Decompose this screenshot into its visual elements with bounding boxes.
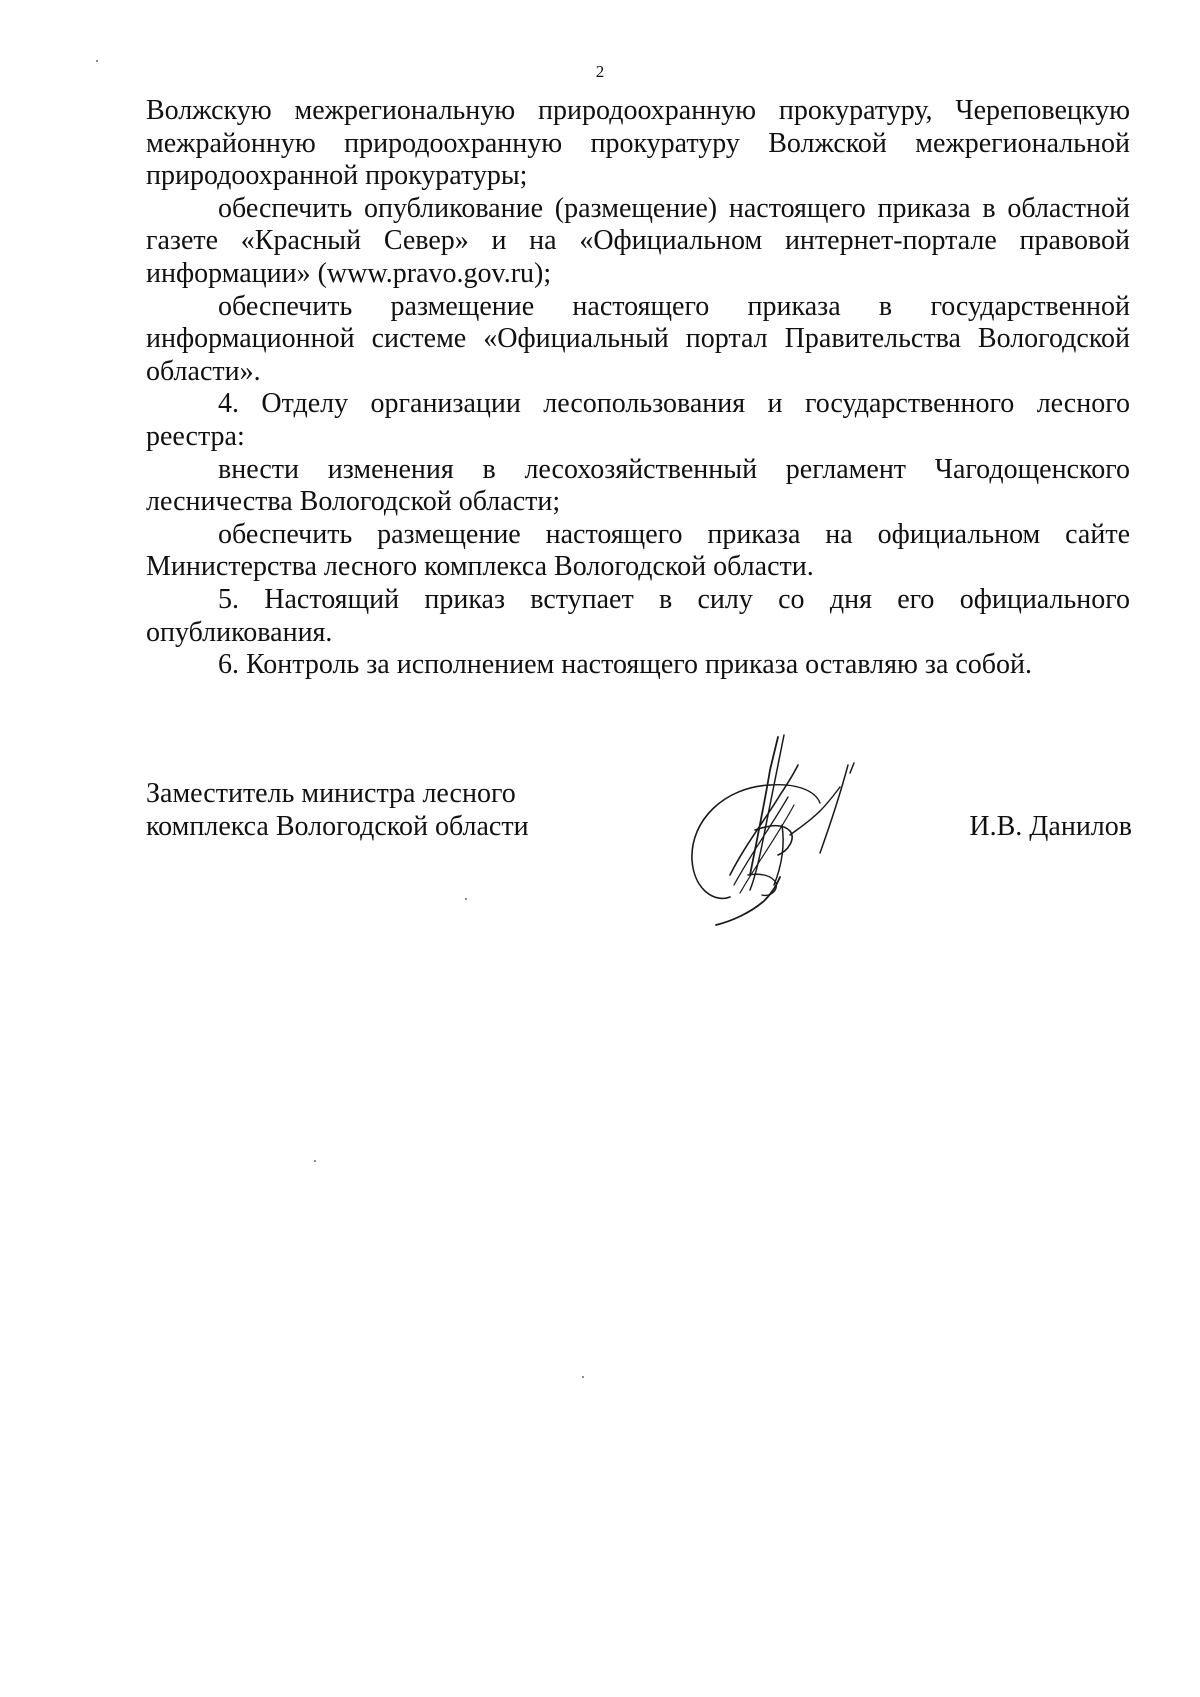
signer-title: [146, 778, 606, 843]
signer-title-line-1: Заместитель министра лесного: [146, 778, 516, 809]
paragraph-publish-ministry-site: обеспечить размещение настоящего приказа на официальном сайте Министерства лесного комплекса Вологодской области.: [146, 518, 1130, 583]
page-number: 2: [595, 62, 605, 81]
handwritten-signature: [670, 725, 910, 935]
paragraph-item-5: 5. Настоящий приказ вступает в силу со дня его официального опубликования.: [146, 583, 1130, 648]
paragraph-item-4: 4. Отделу организации лесопользования и государственного лесного реестра:: [146, 388, 1130, 452]
scan-speck: [96, 60, 98, 62]
paragraph-publish-official: обеспечить опубликование (размещение) настоящего приказа в областной газете «Красный Север» и на «Официальном интернет-портале правовой информации» (www.pravo.gov.ru);: [146, 192, 1130, 289]
paragraph-amend-regulation: внести изменения в лесохозяйственный регламент Чагодощенского лесничества Вологодской области;: [146, 453, 1130, 518]
scan-speck: [582, 1376, 584, 1378]
scan-speck: [465, 898, 467, 900]
signer-name: И.В. Данилов: [969, 811, 1132, 842]
paragraph-item-6: 6. Контроль за исполнением настоящего приказа оставляю за собой.: [218, 649, 1033, 681]
paragraph-continuation: Волжскую межрегиональную природоохранную прокуратуру, Череповецкую межрайонную природоохранную прокуратуру Волжской межрегиональной природоохранной прокуратуры;: [146, 95, 1130, 192]
scan-speck: [314, 1160, 316, 1162]
document-body: [146, 95, 1130, 682]
paragraph-publish-portal: обеспечить размещение настоящего приказа в государственной информационной системе «Официальный портал Правительства Вологодской области».: [146, 290, 1130, 387]
signer-title-line-2: комплекса Вологодской области: [146, 810, 529, 842]
